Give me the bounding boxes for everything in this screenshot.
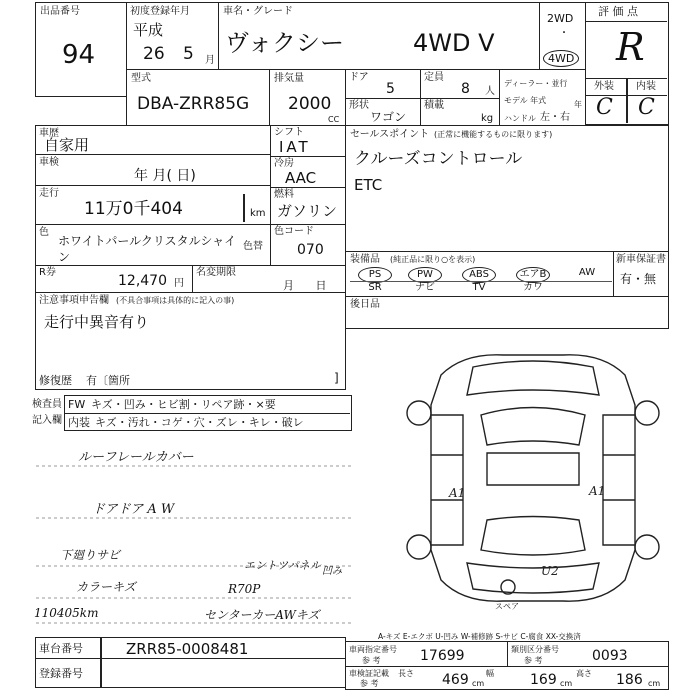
ac: AAC bbox=[285, 169, 317, 187]
inspector-table bbox=[64, 395, 352, 431]
mileage-unit: km bbox=[250, 208, 266, 219]
score-divider bbox=[626, 78, 628, 123]
hw-5: 110405km bbox=[34, 606, 99, 620]
inspection-cell bbox=[35, 154, 271, 186]
recycle-cell bbox=[35, 265, 193, 293]
length: 469 bbox=[442, 672, 469, 688]
hw-4: カラーキズ bbox=[76, 580, 136, 594]
equipment-row1 bbox=[350, 267, 612, 281]
sales-note: (正常に機能するものに限ります) bbox=[434, 130, 553, 139]
hw-1: ルーフレールカバー bbox=[78, 450, 194, 465]
after-cell bbox=[345, 296, 669, 329]
score-label: 評 価 点 bbox=[598, 5, 638, 18]
drive-sep: ・ bbox=[559, 28, 569, 39]
displacement-label: 排気量 bbox=[274, 73, 304, 84]
diagram-legend: A-キズ E-エクボ U-凹み W-補修跡 S-サビ C-腐食 XX-交換済 bbox=[378, 632, 581, 641]
car-name: ヴォクシー bbox=[225, 29, 345, 57]
model: DBA-ZRR85G bbox=[137, 94, 250, 114]
repair-label: 修復歴 bbox=[39, 374, 72, 387]
doors: 5 bbox=[386, 81, 395, 97]
color-code: 070 bbox=[297, 242, 324, 258]
displacement-cell bbox=[269, 69, 346, 126]
width-label: 幅 bbox=[486, 669, 494, 678]
ac-label: 冷房 bbox=[274, 158, 294, 169]
sales-point-2: ETC bbox=[354, 176, 383, 194]
fuel-label: 燃料 bbox=[274, 189, 294, 200]
inspector-fw: FW bbox=[68, 398, 86, 411]
warranty: 有・無 bbox=[620, 272, 657, 286]
use: 自家用 bbox=[44, 136, 90, 154]
displacement: 2000 bbox=[288, 94, 332, 114]
width: 169 bbox=[530, 672, 557, 688]
recycle-unit: 円 bbox=[174, 278, 184, 289]
grade: 4WD V bbox=[413, 29, 495, 57]
equipment-grid bbox=[350, 281, 612, 283]
score: R bbox=[616, 25, 645, 69]
equipment-note: (純正品に限り○を表示) bbox=[390, 255, 476, 264]
hw-9: センターカーAWキズ bbox=[204, 608, 320, 622]
hw-7: R70P bbox=[228, 582, 261, 596]
hw-8: 凹み bbox=[322, 566, 342, 577]
ref-label-3: 参 考 bbox=[360, 679, 379, 688]
width-unit: cm bbox=[560, 679, 573, 688]
capacity-cell bbox=[420, 69, 500, 99]
first-reg-label: 初度登録年月 bbox=[130, 6, 190, 17]
car-diagram bbox=[403, 345, 663, 610]
notes-text: 走行中異音有り bbox=[44, 313, 150, 331]
diagram-mark-2: A1 bbox=[589, 484, 606, 498]
inspection-label: 車検 bbox=[39, 157, 59, 168]
lot-number: 94 bbox=[62, 40, 96, 70]
shift-label: シフト bbox=[274, 127, 304, 138]
limit-cell bbox=[192, 265, 346, 293]
shape: ワゴン bbox=[370, 110, 407, 124]
shift-cell bbox=[270, 125, 346, 157]
hw-3: 下廻りサビ bbox=[60, 548, 121, 562]
cc-unit: CC bbox=[328, 115, 340, 124]
model-cell bbox=[126, 69, 270, 126]
color-change-label: 色替 bbox=[243, 241, 263, 252]
color-code-cell bbox=[270, 224, 346, 266]
capacity-unit: 人 bbox=[485, 86, 495, 97]
reg-cell bbox=[35, 658, 346, 688]
handwritten-area bbox=[32, 438, 362, 638]
class-no-label: 類別区分番号 bbox=[511, 645, 559, 654]
drive-4wd: 4WD bbox=[543, 50, 579, 67]
first-reg-cell bbox=[126, 2, 219, 70]
mileage-unit-sep bbox=[243, 194, 245, 222]
repair-close: ] bbox=[334, 371, 339, 385]
color: ホワイトパールクリスタルシャイン bbox=[58, 234, 237, 264]
shift: IAT bbox=[279, 138, 311, 156]
drive-cell bbox=[539, 2, 586, 70]
chassis: ZRR85-0008481 bbox=[126, 640, 249, 658]
class-no: 0093 bbox=[592, 648, 628, 664]
inspector-label-1: 検査員 bbox=[32, 399, 62, 410]
inspector-block bbox=[32, 395, 352, 433]
dealer-label: ディーラー・並行 bbox=[504, 79, 568, 88]
ref-label-1: 参 考 bbox=[362, 656, 381, 665]
handle-label: ハンドル bbox=[504, 114, 536, 123]
equip-aw: AW bbox=[578, 267, 596, 278]
equipment-cell bbox=[345, 251, 669, 297]
color-label: 色 bbox=[39, 227, 49, 238]
repair-text: 有〔箇所 bbox=[86, 374, 130, 387]
dims-cell bbox=[345, 666, 669, 690]
interior-score: C bbox=[638, 95, 655, 120]
diagram-mark-3: U2 bbox=[541, 564, 559, 578]
dealer-cell bbox=[499, 69, 586, 126]
reg-label: 登録番号 bbox=[39, 667, 83, 680]
load-unit: kg bbox=[481, 113, 494, 124]
inspection: 年 月( 日) bbox=[134, 168, 196, 184]
chassis-label: 車台番号 bbox=[39, 642, 83, 655]
car-name-cell bbox=[218, 2, 540, 70]
mileage: 11万0千404 bbox=[84, 199, 183, 219]
month: 5 bbox=[183, 44, 194, 64]
chassis-sep bbox=[100, 638, 102, 658]
equip-airbag: エアB bbox=[516, 267, 550, 283]
equipment-row2 bbox=[350, 282, 612, 296]
height-label: 高さ bbox=[576, 669, 592, 678]
inspector-interior: 内装 bbox=[68, 416, 90, 429]
spare-label: スペア bbox=[495, 602, 519, 610]
ref-label-2: 参 考 bbox=[524, 656, 543, 665]
era: 平成 bbox=[133, 21, 164, 39]
month-unit: 月 bbox=[205, 55, 215, 66]
cert-label: 車検証記載 bbox=[349, 669, 389, 678]
year: 26 bbox=[143, 44, 165, 64]
reg-sep bbox=[100, 659, 102, 687]
equip-pw: PW bbox=[408, 267, 442, 283]
color-cell bbox=[35, 224, 271, 266]
use-label: 車歴 bbox=[39, 128, 59, 139]
height: 186 bbox=[616, 672, 643, 688]
length-unit: cm bbox=[472, 679, 485, 688]
limit-label: 名変期限 bbox=[196, 267, 236, 278]
model-label: 型式 bbox=[131, 73, 151, 84]
equip-tv: TV bbox=[472, 282, 486, 293]
hw-6: エントツパネル bbox=[244, 559, 321, 572]
load-cell bbox=[420, 98, 500, 126]
equip-leather: カワ bbox=[523, 282, 543, 293]
hw-2: ドアドア A W bbox=[92, 502, 175, 517]
lot-label: 出品番号 bbox=[40, 6, 80, 17]
ref-no-cell bbox=[345, 641, 508, 667]
inspector-label-2: 記入欄 bbox=[32, 415, 62, 426]
ref-no: 17699 bbox=[420, 648, 465, 664]
doors-label: ドア bbox=[349, 72, 369, 83]
color-code-label: 色コード bbox=[274, 226, 314, 237]
score-cell bbox=[585, 2, 669, 125]
shape-label: 形状 bbox=[349, 100, 369, 111]
notes-label: 注意事項申告欄 bbox=[39, 295, 109, 306]
fuel-cell bbox=[270, 187, 346, 225]
handle: 左・右 bbox=[540, 112, 570, 123]
equipment-label: 装備品 bbox=[350, 254, 380, 265]
model-year-label: モデル 年式 bbox=[504, 96, 547, 105]
equip-abs: ABS bbox=[462, 267, 496, 283]
warranty-box bbox=[613, 252, 669, 296]
notes-note: (不具合事項は具体的に記入の事) bbox=[116, 296, 235, 305]
sales-label: セールスポイント bbox=[350, 129, 430, 140]
inspector-row-sep bbox=[65, 413, 350, 414]
ref-no-label: 車両指定番号 bbox=[349, 645, 397, 654]
load-label: 積載 bbox=[424, 100, 444, 111]
length-label: 長さ bbox=[398, 669, 414, 678]
equip-sr: SR bbox=[368, 282, 382, 293]
diagram-mark-1: A1 bbox=[449, 486, 466, 500]
capacity: 8 bbox=[461, 81, 470, 97]
mileage-cell bbox=[35, 185, 271, 225]
exterior-label: 外装 bbox=[594, 81, 614, 92]
doors-cell bbox=[345, 69, 421, 99]
equip-navi: ナビ bbox=[415, 282, 435, 293]
exterior-score: C bbox=[596, 95, 613, 120]
use-cell bbox=[35, 125, 271, 155]
notes-cell bbox=[35, 292, 346, 390]
shape-cell bbox=[345, 98, 421, 126]
name-label: 車名・グレード bbox=[223, 6, 293, 17]
warranty-label: 新車保証書 bbox=[616, 254, 666, 265]
lot-cell bbox=[35, 2, 127, 97]
sales-point-1: クルーズコントロール bbox=[354, 149, 523, 169]
after-label: 後日品 bbox=[350, 299, 380, 310]
recycle: 12,470 bbox=[118, 273, 167, 289]
drive-2wd: 2WD bbox=[547, 12, 574, 25]
ac-cell bbox=[270, 156, 346, 188]
sales-cell bbox=[345, 125, 669, 252]
model-year-unit: 年 bbox=[574, 100, 582, 109]
score-label-bar bbox=[586, 3, 667, 22]
fuel: ガソリン bbox=[277, 202, 338, 220]
limit-text: 月 日 bbox=[283, 279, 327, 292]
class-no-cell bbox=[507, 641, 669, 667]
height-unit: cm bbox=[648, 679, 661, 688]
recycle-label: R券 bbox=[39, 267, 56, 278]
chassis-cell bbox=[35, 637, 346, 659]
inspector-int-items: キズ・汚れ・コゲ・穴・ズレ・キレ・破レ bbox=[95, 416, 304, 429]
mileage-label: 走行 bbox=[39, 188, 59, 199]
inspector-ext-items: キズ・凹み・ヒビ割・リペア跡・×要 bbox=[91, 398, 276, 411]
equip-ps: PS bbox=[358, 267, 392, 283]
capacity-label: 定員 bbox=[424, 72, 444, 83]
interior-label: 内装 bbox=[636, 81, 656, 92]
